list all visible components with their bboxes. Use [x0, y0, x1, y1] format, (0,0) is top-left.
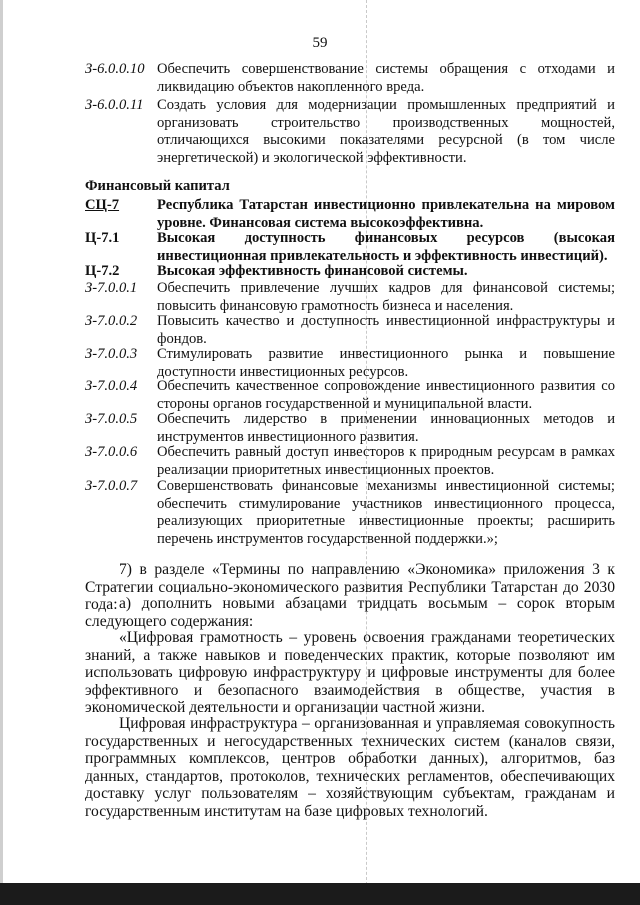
task-row	[85, 280, 615, 315]
goal-text: Высокая эффективность финансовой системы.	[157, 263, 468, 279]
task-code: З-7.0.0.1	[85, 280, 138, 296]
task-text: Совершенствовать финансовые механизмы инвестиционной системы; обеспечить стимулирование участников инвестиционного процесса, реализующих приоритетные инвестиционные проекты; расширить перечень инструментов государственной поддержки.»;	[157, 478, 615, 547]
task-row	[85, 444, 615, 479]
task-row	[85, 313, 615, 348]
task-code: З-7.0.0.2	[85, 313, 138, 329]
goal-row	[85, 197, 615, 232]
task-text: Стимулировать развитие инвестиционного рынка и повышение доступности инвестиционных ресурсов.	[157, 346, 615, 380]
goal-text: Высокая доступность финансовых ресурсов (высокая инвестиционная привлекательность и эффективность инвестиций).	[157, 230, 615, 264]
task-code: З-7.0.0.6	[85, 444, 138, 460]
goal-code: СЦ-7	[85, 197, 120, 213]
section-title: Финансовый капитал	[85, 178, 230, 194]
task-code: З-7.0.0.5	[85, 411, 138, 427]
page-number: 59	[312, 35, 328, 51]
scan-bottom-band	[0, 883, 640, 905]
item-row	[85, 61, 615, 96]
body-paragraph: Цифровая инфраструктура – организованная и управляемая совокупность государственных и негосударственных технических систем (каналов связи, программных комплексов, центров обработки данных), алгоритмов, баз данных, стандартов, протоколов, технических регламентов, обеспечивающих доставку услуг пользователям – хозяйствующим субъектам, гражданам и государственным институтам на базе цифровых технологий.	[85, 715, 615, 820]
task-text: Обеспечить привлечение лучших кадров для финансовой системы; повысить финансовую грамотность бизнеса и населения.	[157, 280, 615, 314]
goal-code: Ц-7.1	[85, 230, 120, 246]
goal-row	[85, 230, 615, 265]
task-row	[85, 411, 615, 446]
task-row	[85, 346, 615, 381]
task-text: Обеспечить качественное сопровождение инвестиционного развития со стороны органов государственной и муниципальной власти.	[157, 378, 615, 412]
item-code: З-6.0.0.10	[85, 61, 145, 77]
body-paragraph: 7) в разделе «Термины по направлению «Экономика» приложения 3 к Стратегии социально-экономического развития Республики Татарстан до 2030 года:	[85, 561, 615, 614]
goal-row	[85, 263, 615, 281]
task-code: З-7.0.0.4	[85, 378, 138, 394]
item-code: З-6.0.0.11	[85, 97, 144, 113]
task-row	[85, 378, 615, 413]
task-text: Обеспечить лидерство в применении инновационных методов и инструментов инвестиционного развития.	[157, 411, 615, 445]
body-paragraph: «Цифровая грамотность – уровень освоения гражданами теоретических знаний, а также навыков и поведенческих практик, которые позволяют им использовать цифровую инфраструктуру и цифровые инструменты для более эффективного и безопасного взаимодействия в обществе, участия в экономической деятельности и организации частной жизни.	[85, 629, 615, 717]
item-text: Создать условия для модернизации промышленных предприятий и организовать строительство производственных мощностей, отличающихся высокими показателями ресурсной (в том числе энергетической) и экологической эффективности.	[157, 97, 615, 166]
body-paragraph: а) дополнить новыми абзацами тридцать восьмым – сорок вторым следующего содержания:	[85, 595, 615, 630]
task-text: Повысить качество и доступность инвестиционной инфраструктуры и фондов.	[157, 313, 615, 347]
item-text: Обеспечить совершенствование системы обращения с отходами и ликвидацию объектов накопленного вреда.	[157, 61, 615, 95]
scan-edge	[0, 0, 3, 905]
item-row	[85, 97, 615, 167]
task-row	[85, 478, 615, 548]
goal-code: Ц-7.2	[85, 263, 120, 279]
task-code: З-7.0.0.3	[85, 346, 138, 362]
task-text: Обеспечить равный доступ инвесторов к природным ресурсам в рамках реализации приоритетных инвестиционных проектов.	[157, 444, 615, 478]
task-code: З-7.0.0.7	[85, 478, 138, 494]
goal-text: Республика Татарстан инвестиционно привлекательна на мировом уровне. Финансовая система высокоэффективна.	[157, 197, 615, 231]
